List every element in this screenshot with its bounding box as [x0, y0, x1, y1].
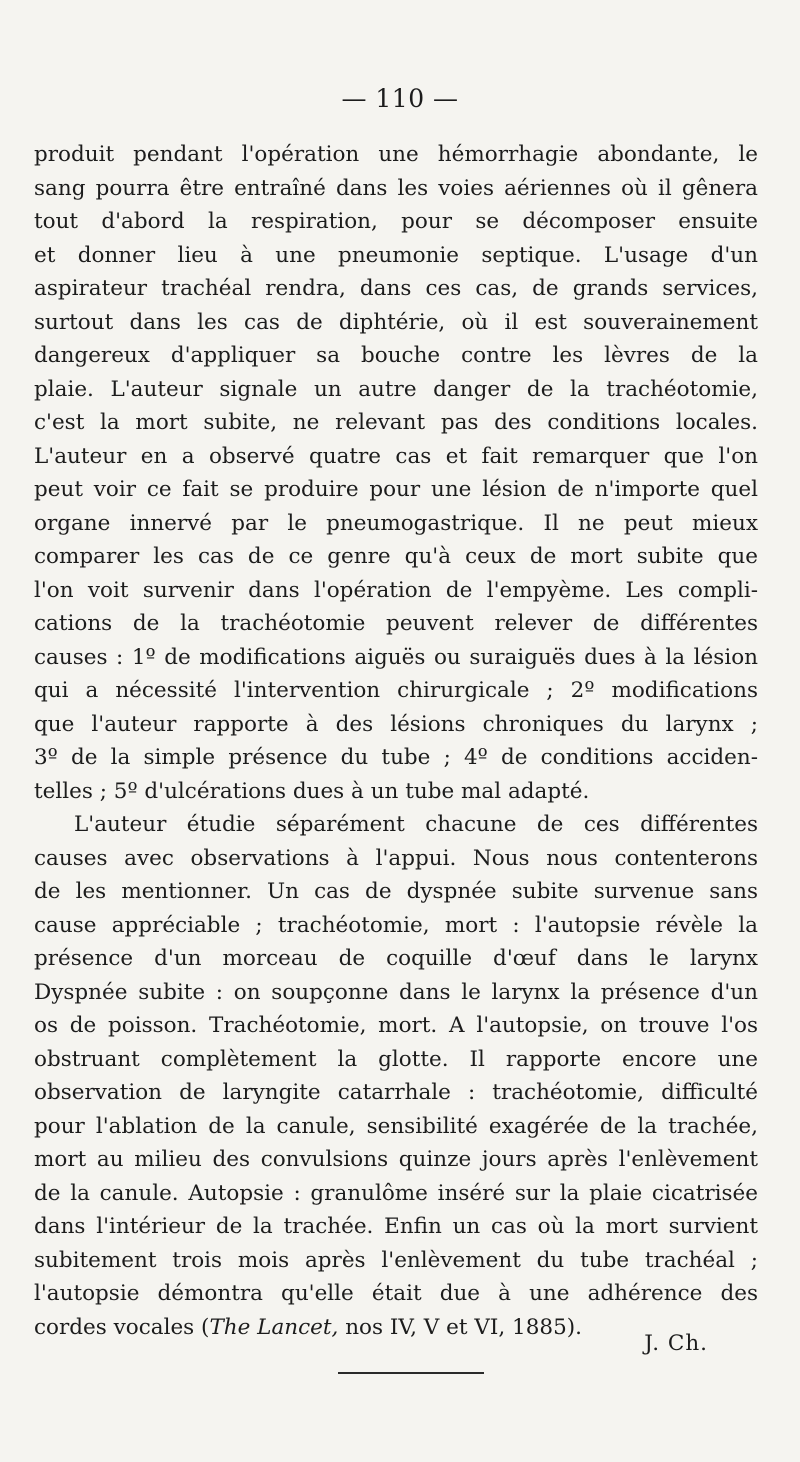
page-number: — 110 — — [341, 84, 459, 113]
text-line: surtout dans les cas de diphtérie, où il est souverainement — [34, 309, 758, 335]
paragraph-1 — [34, 138, 758, 808]
text-line: peut voir ce fait se produire pour une lésion de n'importe quel — [34, 477, 758, 502]
text-line: comparer les cas de ce genre qu'à ceux de mort subite que — [34, 544, 758, 569]
text-line: aspirateur trachéal rendra, dans ces cas, de grands services, — [34, 276, 758, 301]
text-line: os de poisson. Trachéotomie, mort. A l'autopsie, on trouve l'os — [34, 1013, 758, 1038]
text-line: et donner lieu à une pneumonie septique. L'usage d'un — [34, 242, 758, 268]
text-line: cause appréciable ; trachéotomie, mort : l'autopsie révèle la — [34, 912, 758, 938]
text-line: Dyspnée subite : on soupçonne dans le larynx la présence d'un — [34, 979, 758, 1005]
journal-title: The Lancet, — [209, 1314, 339, 1340]
text-line: 3º de la simple présence du tube ; 4º de conditions acciden- — [34, 745, 758, 770]
citation-suffix: nos IV, V et VI, 1885). — [338, 1314, 582, 1340]
text-line: observation de laryngite catarrhale : trachéotomie, difficulté — [34, 1080, 758, 1105]
text-line: causes avec observations à l'appui. Nous nous contenterons — [34, 845, 758, 871]
text-line: sang pourra être entraîné dans les voies aériennes où il gênera — [34, 175, 758, 201]
citation-prefix: cordes vocales ( — [34, 1314, 210, 1340]
text-line: de les mentionner. Un cas de dyspnée subite survenue sans — [34, 879, 758, 904]
end-rule — [338, 1372, 484, 1374]
text-line: subitement trois mois après l'enlèvement du tube trachéal ; — [34, 1247, 758, 1273]
text-line: dangereux d'appliquer sa bouche contre les lèvres de la — [34, 343, 758, 368]
text-line: L'auteur étudie séparément chacune de ces différentes — [74, 812, 758, 837]
text-line: mort au milieu des convulsions quinze jours après l'enlèvement — [34, 1147, 758, 1172]
text-line: l'on voit survenir dans l'opération de l'empyème. Les compli- — [34, 577, 758, 603]
text-line: L'auteur en a observé quatre cas et fait remarquer que l'on — [34, 443, 758, 469]
text-line: l'autopsie démontra qu'elle était due à une adhérence des — [34, 1281, 758, 1306]
text-line: tout d'abord la respiration, pour se décomposer ensuite — [34, 209, 758, 234]
text-line: plaie. L'auteur signale un autre danger de la trachéotomie, — [34, 376, 758, 402]
text-line: c'est la mort subite, ne relevant pas des conditions locales. — [34, 410, 758, 435]
text-line: causes : 1º de modifications aiguës ou suraiguës dues à la lésion — [34, 644, 758, 670]
author-signature: J. Ch. — [644, 1331, 708, 1356]
text-line: organe innervé par le pneumogastrique. Il ne peut mieux — [34, 510, 758, 536]
text-line: qui a nécessité l'intervention chirurgicale ; 2º modifications — [34, 678, 758, 703]
text-line: cations de la trachéotomie peuvent relever de différentes — [34, 611, 758, 636]
text-line: pour l'ablation de la canule, sensibilité exagérée de la trachée, — [34, 1113, 758, 1139]
text-line: présence d'un morceau de coquille d'œuf dans le larynx — [34, 946, 758, 971]
text-line: obstruant complètement la glotte. Il rapporte encore une — [34, 1046, 758, 1072]
paragraph-2 — [34, 808, 758, 1311]
text-line: dans l'intérieur de la trachée. Enfin un cas où la mort survient — [34, 1214, 758, 1239]
text-line: que l'auteur rapporte à des lésions chroniques du larynx ; — [34, 711, 758, 737]
text-line: produit pendant l'opération une hémorrhagie abondante, le — [34, 142, 758, 167]
text-line: de la canule. Autopsie : granulôme inséré sur la plaie cicatrisée — [34, 1180, 758, 1206]
text-line: telles ; 5º d'ulcérations dues à un tube mal adapté. — [34, 778, 590, 804]
body-text — [34, 138, 758, 1344]
